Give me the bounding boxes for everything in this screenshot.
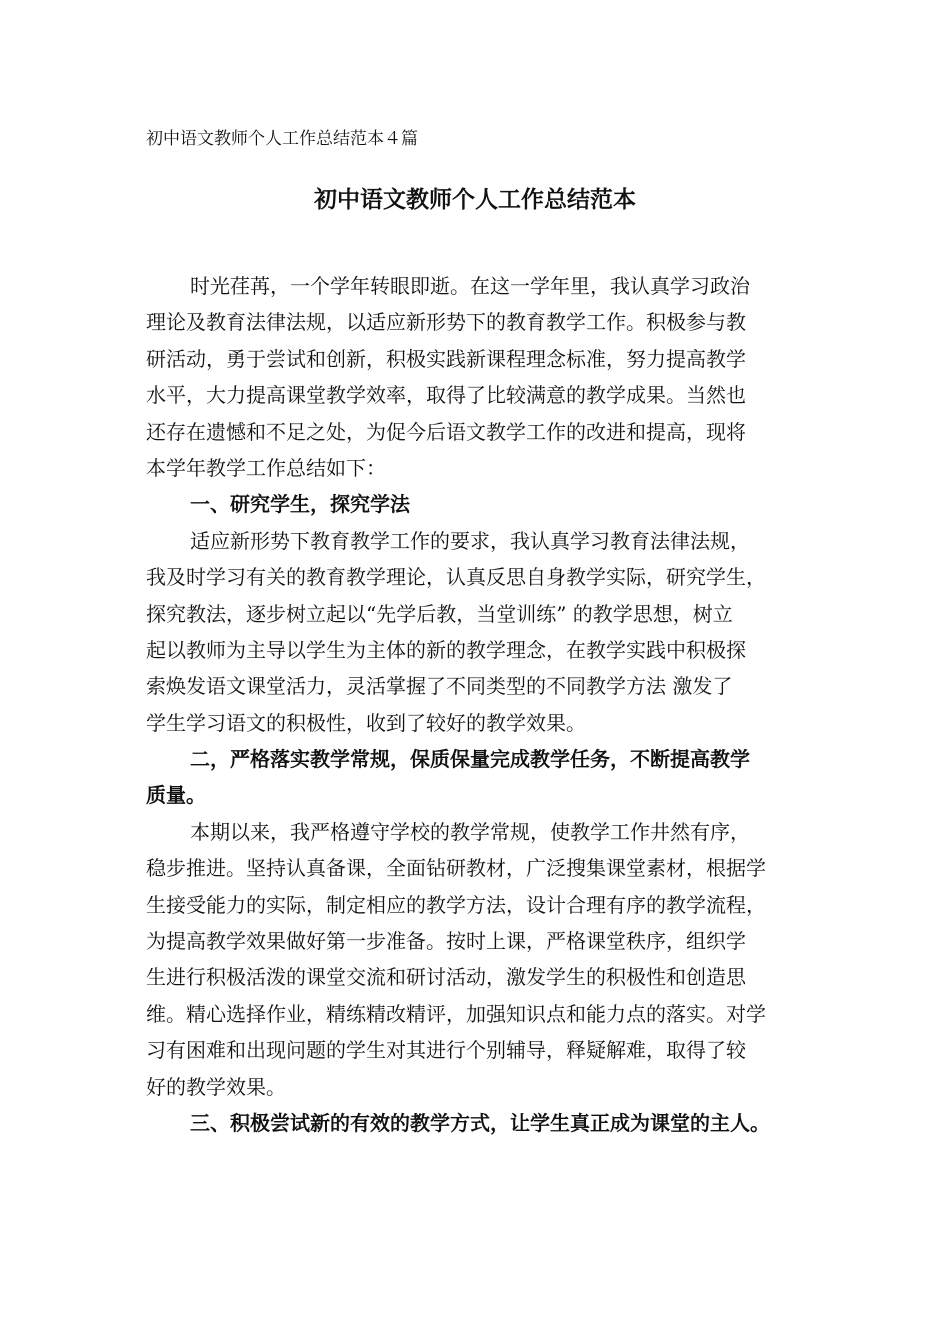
document-title: 初中语文教师个人工作总结范本	[314, 186, 636, 213]
paragraph-line: 本学年教学工作总结如下：	[146, 455, 386, 480]
heading-line: 二，严格落实教学常规，保质保量完成教学任务，不断提高教学	[190, 747, 750, 772]
paragraph-line: 稳步推进。坚持认真备课，全面钻研教材，广泛搜集课堂素材，根据学	[146, 856, 766, 881]
body-paragraph	[146, 523, 810, 741]
paragraph-line: 维。精心选择作业，精练精改精评，加强知识点和能力点的落实。对学	[146, 1001, 766, 1026]
paragraph-line: 我及时学习有关的教育教学理论，认真反思自身教学实际，研究学生，	[146, 565, 766, 590]
body-paragraph	[146, 814, 810, 1105]
paragraph-line: 探究教法，逐步树立起以“先学后教，当堂训练” 的教学思想，树立	[146, 601, 733, 626]
paragraph-line: 习有困难和出现问题的学生对其进行个别辅导，释疑解难，取得了较	[146, 1038, 746, 1063]
paragraph-line: 索焕发语文课堂活力，灵活掌握了不同类型的不同教学方法 激发了	[146, 674, 733, 699]
document-header: 初中语文教师个人工作总结范本４篇	[146, 129, 418, 149]
paragraph-line: 生接受能力的实际，制定相应的教学方法，设计合理有序的教学流程，	[146, 892, 766, 917]
paragraph-line: 本期以来，我严格遵守学校的教学常规，使教学工作井然有序，	[190, 819, 750, 844]
paragraph-line: 水平，大力提高课堂教学效率，取得了比较满意的教学成果。当然也	[146, 383, 746, 408]
paragraph-line: 起以教师为主导以学生为主体的新的教学理念，在教学实践中积极探	[146, 637, 746, 662]
section-heading	[146, 486, 810, 522]
body-paragraph	[146, 268, 810, 486]
section-heading	[146, 741, 810, 814]
paragraph-line: 研活动，勇于尝试和创新，积极实践新课程理念标准，努力提高教学	[146, 346, 746, 371]
paragraph-line: 为提高教学效果做好第一步准备。按时上课，严格课堂秩序，组织学	[146, 929, 746, 954]
paragraph-line: 时光荏苒，一个学年转眼即逝。在这一学年里，我认真学习政治	[190, 274, 750, 298]
heading-line: 一、研究学生，探究学法	[190, 492, 410, 517]
paragraph-line: 好的教学效果。	[146, 1074, 286, 1099]
section-heading	[146, 1105, 810, 1141]
heading-line: 三、积极尝试新的有效的教学方式，让学生真正成为课堂的主人。	[190, 1110, 770, 1135]
heading-line: 质量。	[146, 783, 206, 808]
paragraph-line: 生进行积极活泼的课堂交流和研讨活动，激发学生的积极性和创造思	[146, 965, 746, 990]
paragraph-line: 学生学习语文的积极性，收到了较好的教学效果。	[146, 710, 586, 735]
paragraph-line: 理论及教育法律法规，以适应新形势下的教育教学工作。积极参与教	[146, 310, 746, 335]
paragraph-line: 适应新形势下教育教学工作的要求，我认真学习教育法律法规，	[190, 528, 750, 553]
paragraph-line: 还存在遗憾和不足之处，为促今后语文教学工作的改进和提高，现将	[146, 419, 746, 444]
document-body	[146, 268, 810, 1141]
